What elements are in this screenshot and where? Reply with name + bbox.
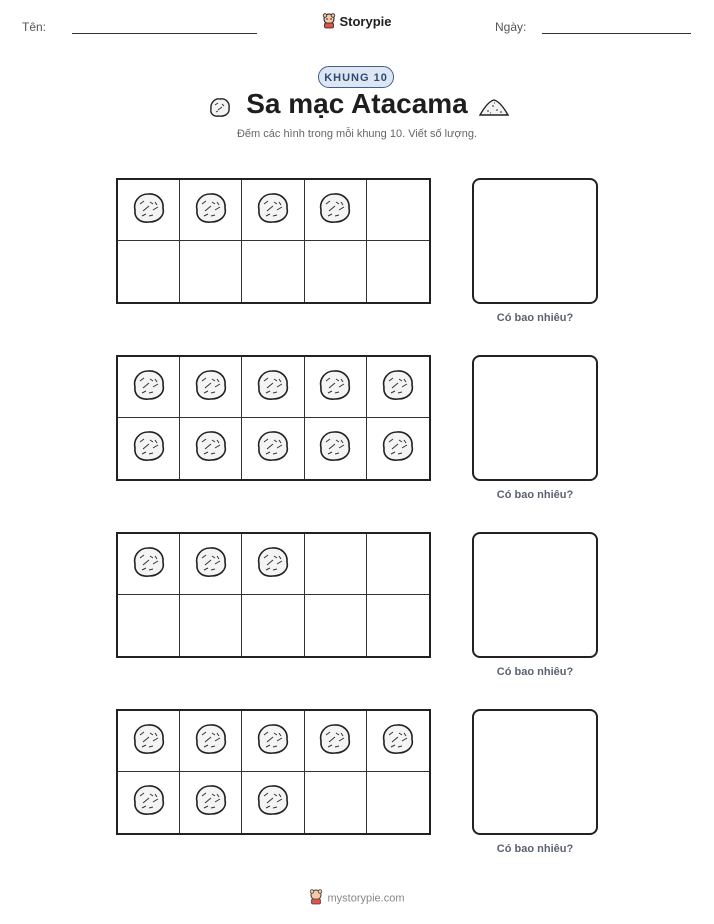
ten-frame — [116, 709, 431, 835]
answer-box[interactable] — [472, 178, 598, 304]
name-line[interactable] — [72, 33, 257, 34]
ten-frame-cell — [367, 180, 429, 241]
ten-frame-cell — [118, 357, 180, 418]
ten-frame-cell — [305, 241, 367, 302]
rock-icon — [254, 190, 292, 231]
ten-frame-cell — [367, 595, 429, 656]
ten-frame-cell — [180, 180, 242, 241]
ten-frame-cell — [242, 180, 304, 241]
rock-icon — [192, 782, 230, 823]
ten-frame-cell — [367, 418, 429, 479]
rock-icon — [192, 721, 230, 762]
ten-frame-cell — [367, 534, 429, 595]
ten-frame-cell — [118, 711, 180, 772]
instructions: Đếm các hình trong mỗi khung 10. Viết số lượng. — [236, 128, 477, 140]
rock-icon — [192, 544, 230, 585]
ten-frame-cell — [118, 595, 180, 656]
rock-icon — [254, 428, 292, 469]
ten-frame-cell — [180, 772, 242, 833]
ten-frame-cell — [305, 772, 367, 833]
rock-icon — [130, 367, 168, 408]
ten-frame — [116, 532, 431, 658]
ten-frame-cell — [180, 595, 242, 656]
ten-frame-cell — [242, 772, 304, 833]
rock-icon — [379, 367, 417, 408]
ten-frame-cell — [180, 357, 242, 418]
ten-frame-cell — [180, 241, 242, 302]
rock-icon — [316, 190, 354, 231]
ten-frame-cell — [242, 534, 304, 595]
rock-icon — [130, 190, 168, 231]
date-line[interactable] — [542, 33, 691, 34]
rock-icon — [316, 428, 354, 469]
footer — [0, 889, 714, 908]
ten-frame-cell — [305, 418, 367, 479]
rock-icon — [254, 782, 292, 823]
brand-name: Storypie — [339, 13, 392, 29]
ten-frame-cell — [180, 711, 242, 772]
ten-frame-cell — [242, 418, 304, 479]
date-label: Ngày: — [495, 20, 527, 34]
ten-frame-cell — [180, 418, 242, 479]
brand — [0, 13, 714, 32]
question-label: Có bao nhiêu? — [496, 489, 574, 501]
ten-frame-cell — [242, 595, 304, 656]
rock-icon — [130, 544, 168, 585]
name-label: Tên: — [22, 20, 47, 34]
sand-pile-icon — [478, 96, 510, 123]
question-label: Có bao nhiêu? — [496, 312, 574, 324]
ten-frame-cell — [180, 534, 242, 595]
ten-frame-cell — [118, 772, 180, 833]
ten-frame-cell — [367, 241, 429, 302]
rock-icon — [192, 190, 230, 231]
rock-icon — [130, 721, 168, 762]
page-title: Sa mạc Atacama — [246, 88, 468, 119]
ten-frame-cell — [305, 595, 367, 656]
worksheet-badge: KHUNG 10 — [318, 66, 394, 88]
rock-icon — [379, 428, 417, 469]
ten-frame-cell — [118, 534, 180, 595]
ten-frame-cell — [242, 241, 304, 302]
ten-frame-cell — [305, 534, 367, 595]
ten-frame-cell — [367, 711, 429, 772]
ten-frame-cell — [367, 357, 429, 418]
rock-icon — [254, 544, 292, 585]
storypie-logo-icon — [309, 889, 323, 908]
ten-frame-cell — [305, 180, 367, 241]
rock-icon — [192, 367, 230, 408]
rock-icon — [254, 367, 292, 408]
answer-box[interactable] — [472, 532, 598, 658]
rock-icon — [130, 782, 168, 823]
ten-frame-cell — [242, 711, 304, 772]
ten-frame-cell — [118, 180, 180, 241]
ten-frame-cell — [367, 772, 429, 833]
ten-frame-cell — [305, 357, 367, 418]
rock-icon — [316, 367, 354, 408]
ten-frame-cell — [118, 241, 180, 302]
ten-frame-cell — [242, 357, 304, 418]
storypie-logo-icon — [322, 13, 336, 32]
ten-frame — [116, 178, 431, 304]
footer-url: mystorypie.com — [327, 892, 405, 905]
question-label: Có bao nhiêu? — [496, 843, 574, 855]
answer-box[interactable] — [472, 709, 598, 835]
rock-icon — [130, 428, 168, 469]
answer-box[interactable] — [472, 355, 598, 481]
question-label: Có bao nhiêu? — [496, 666, 574, 678]
rock-icon — [379, 721, 417, 762]
ten-frame-cell — [118, 418, 180, 479]
rock-icon — [316, 721, 354, 762]
ten-frame — [116, 355, 431, 481]
ten-frame-cell — [305, 711, 367, 772]
rock-icon — [192, 428, 230, 469]
rock-icon — [254, 721, 292, 762]
